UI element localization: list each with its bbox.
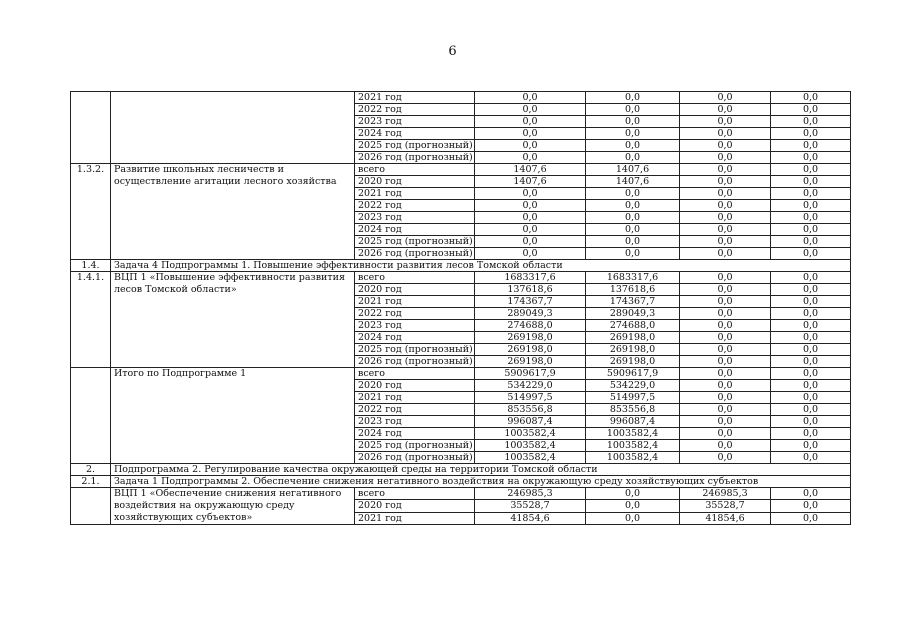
section-number: 2.1.: [71, 476, 111, 488]
value-cell: 269198,0: [475, 356, 586, 368]
value-cell: 0,0: [680, 212, 771, 224]
table-row: [71, 92, 851, 104]
value-cell: 0,0: [586, 104, 680, 116]
section-title: Подпрограмма 2. Регулирование качества окружающей среды на территории Томской области: [111, 464, 851, 476]
value-cell: 0,0: [771, 212, 851, 224]
value-cell: 0,0: [680, 452, 771, 464]
period-label: 2023 год: [355, 416, 475, 428]
value-cell: 0,0: [771, 224, 851, 236]
value-cell: 0,0: [680, 428, 771, 440]
period-label: 2022 год: [355, 104, 475, 116]
section-row: [71, 476, 851, 488]
value-cell: 0,0: [680, 104, 771, 116]
value-cell: 0,0: [680, 284, 771, 296]
value-cell: 289049,3: [475, 308, 586, 320]
value-cell: 0,0: [680, 308, 771, 320]
period-label: 2021 год: [355, 188, 475, 200]
value-cell: 1003582,4: [586, 428, 680, 440]
period-label: 2026 год (прогнозный): [355, 248, 475, 260]
period-label: 2026 год (прогнозный): [355, 152, 475, 164]
value-cell: 0,0: [771, 500, 851, 512]
period-label: 2025 год (прогнозный): [355, 344, 475, 356]
value-cell: 0,0: [586, 248, 680, 260]
value-cell: 0,0: [680, 332, 771, 344]
period-label: 2023 год: [355, 212, 475, 224]
value-cell: 534229,0: [586, 380, 680, 392]
value-cell: 0,0: [475, 104, 586, 116]
value-cell: 41854,6: [680, 512, 771, 524]
value-cell: 996087,4: [586, 416, 680, 428]
period-label: всего: [355, 272, 475, 284]
value-cell: 0,0: [475, 248, 586, 260]
period-label: 2025 год (прогнозный): [355, 236, 475, 248]
section-title: Задача 1 Подпрограммы 2. Обеспечение снижения негативного воздействия на окружающую среду хозяйствующих субъектов: [111, 476, 851, 488]
value-cell: 0,0: [586, 140, 680, 152]
value-cell: 0,0: [586, 512, 680, 524]
value-cell: 0,0: [771, 248, 851, 260]
value-cell: 853556,8: [586, 404, 680, 416]
item-title: [111, 92, 355, 164]
value-cell: 0,0: [680, 272, 771, 284]
value-cell: 0,0: [771, 428, 851, 440]
value-cell: 0,0: [586, 236, 680, 248]
value-cell: 0,0: [586, 188, 680, 200]
value-cell: 0,0: [680, 92, 771, 104]
value-cell: 274688,0: [586, 320, 680, 332]
value-cell: 0,0: [680, 356, 771, 368]
value-cell: 0,0: [475, 188, 586, 200]
value-cell: 0,0: [771, 488, 851, 500]
value-cell: 0,0: [680, 344, 771, 356]
value-cell: 0,0: [586, 116, 680, 128]
value-cell: 246985,3: [475, 488, 586, 500]
value-cell: 289049,3: [586, 308, 680, 320]
value-cell: 0,0: [586, 128, 680, 140]
value-cell: 0,0: [771, 116, 851, 128]
item-title: Итого по Подпрограмме 1: [111, 368, 355, 464]
value-cell: 1407,6: [475, 164, 586, 176]
value-cell: 0,0: [771, 140, 851, 152]
period-label: 2020 год: [355, 284, 475, 296]
value-cell: 174367,7: [586, 296, 680, 308]
section-row: [71, 260, 851, 272]
period-label: 2021 год: [355, 392, 475, 404]
value-cell: 5909617,9: [586, 368, 680, 380]
value-cell: 0,0: [586, 152, 680, 164]
value-cell: 0,0: [771, 320, 851, 332]
value-cell: 35528,7: [475, 500, 586, 512]
value-cell: 0,0: [680, 392, 771, 404]
value-cell: 137618,6: [475, 284, 586, 296]
value-cell: 269198,0: [475, 332, 586, 344]
period-label: 2022 год: [355, 308, 475, 320]
period-label: всего: [355, 368, 475, 380]
period-label: 2020 год: [355, 500, 475, 512]
value-cell: 269198,0: [586, 332, 680, 344]
item-number: 1.3.2.: [71, 164, 111, 260]
period-label: 2025 год (прогнозный): [355, 140, 475, 152]
value-cell: 1683317,6: [475, 272, 586, 284]
value-cell: 1683317,6: [586, 272, 680, 284]
section-row: [71, 464, 851, 476]
value-cell: 0,0: [771, 284, 851, 296]
value-cell: 0,0: [680, 140, 771, 152]
value-cell: 0,0: [771, 176, 851, 188]
value-cell: 0,0: [771, 452, 851, 464]
value-cell: 269198,0: [586, 344, 680, 356]
value-cell: 0,0: [586, 92, 680, 104]
item-number: [71, 92, 111, 164]
value-cell: 0,0: [475, 92, 586, 104]
period-label: 2024 год: [355, 224, 475, 236]
value-cell: 1003582,4: [475, 428, 586, 440]
value-cell: 0,0: [771, 356, 851, 368]
value-cell: 1407,6: [475, 176, 586, 188]
value-cell: 269198,0: [586, 356, 680, 368]
value-cell: 0,0: [475, 212, 586, 224]
value-cell: 41854,6: [475, 512, 586, 524]
value-cell: 0,0: [771, 368, 851, 380]
value-cell: 1003582,4: [475, 440, 586, 452]
budget-table: [70, 91, 851, 525]
value-cell: 0,0: [680, 320, 771, 332]
value-cell: 35528,7: [680, 500, 771, 512]
value-cell: 0,0: [771, 104, 851, 116]
value-cell: 853556,8: [475, 404, 586, 416]
period-label: 2022 год: [355, 200, 475, 212]
value-cell: 0,0: [586, 224, 680, 236]
value-cell: 0,0: [680, 152, 771, 164]
value-cell: 1407,6: [586, 164, 680, 176]
value-cell: 5909617,9: [475, 368, 586, 380]
table-row: [71, 272, 851, 284]
value-cell: 1003582,4: [586, 452, 680, 464]
period-label: 2023 год: [355, 320, 475, 332]
value-cell: 1407,6: [586, 176, 680, 188]
item-title: ВЦП 1 «Обеспечение снижения негативного воздействия на окружающую среду хозяйствующих субъектов»: [111, 488, 355, 525]
value-cell: 0,0: [475, 236, 586, 248]
value-cell: 1003582,4: [586, 440, 680, 452]
value-cell: 996087,4: [475, 416, 586, 428]
value-cell: 0,0: [475, 128, 586, 140]
value-cell: 514997,5: [586, 392, 680, 404]
item-number: [71, 488, 111, 525]
period-label: 2022 год: [355, 404, 475, 416]
value-cell: 0,0: [680, 404, 771, 416]
period-label: 2021 год: [355, 512, 475, 524]
value-cell: 0,0: [771, 308, 851, 320]
value-cell: 137618,6: [586, 284, 680, 296]
value-cell: 0,0: [771, 296, 851, 308]
value-cell: 0,0: [680, 116, 771, 128]
value-cell: 534229,0: [475, 380, 586, 392]
value-cell: 0,0: [475, 152, 586, 164]
period-label: 2026 год (прогнозный): [355, 356, 475, 368]
section-title: Задача 4 Подпрограммы 1. Повышение эффективности развития лесов Томской области: [111, 260, 851, 272]
value-cell: 0,0: [771, 380, 851, 392]
value-cell: 0,0: [771, 272, 851, 284]
value-cell: 0,0: [771, 188, 851, 200]
value-cell: 0,0: [771, 164, 851, 176]
item-number: 1.4.1.: [71, 272, 111, 368]
period-label: 2024 год: [355, 332, 475, 344]
value-cell: 0,0: [771, 404, 851, 416]
value-cell: 0,0: [680, 164, 771, 176]
value-cell: 0,0: [680, 416, 771, 428]
period-label: 2020 год: [355, 380, 475, 392]
value-cell: 0,0: [680, 380, 771, 392]
value-cell: 0,0: [771, 392, 851, 404]
value-cell: 1003582,4: [475, 452, 586, 464]
page-number: 6: [448, 44, 457, 59]
value-cell: 0,0: [586, 212, 680, 224]
value-cell: 0,0: [680, 188, 771, 200]
period-label: 2021 год: [355, 92, 475, 104]
value-cell: 0,0: [771, 92, 851, 104]
period-label: всего: [355, 488, 475, 500]
value-cell: 0,0: [680, 224, 771, 236]
period-label: 2023 год: [355, 116, 475, 128]
value-cell: 0,0: [680, 440, 771, 452]
value-cell: 0,0: [680, 200, 771, 212]
section-number: 1.4.: [71, 260, 111, 272]
value-cell: 0,0: [475, 224, 586, 236]
section-number: 2.: [71, 464, 111, 476]
value-cell: 0,0: [475, 140, 586, 152]
table-row: [71, 488, 851, 500]
period-label: 2024 год: [355, 128, 475, 140]
item-number: [71, 368, 111, 464]
value-cell: 269198,0: [475, 344, 586, 356]
value-cell: 0,0: [475, 116, 586, 128]
value-cell: 174367,7: [475, 296, 586, 308]
table-row: [71, 164, 851, 176]
value-cell: 0,0: [586, 500, 680, 512]
value-cell: 0,0: [771, 344, 851, 356]
value-cell: 0,0: [771, 512, 851, 524]
value-cell: 0,0: [771, 236, 851, 248]
table-row: [71, 368, 851, 380]
value-cell: 274688,0: [475, 320, 586, 332]
item-title: Развитие школьных лесничеств и осуществление агитации лесного хозяйства: [111, 164, 355, 260]
value-cell: 0,0: [475, 200, 586, 212]
value-cell: 0,0: [586, 488, 680, 500]
period-label: 2025 год (прогнозный): [355, 440, 475, 452]
period-label: 2020 год: [355, 176, 475, 188]
value-cell: 0,0: [771, 200, 851, 212]
period-label: 2024 год: [355, 428, 475, 440]
value-cell: 0,0: [680, 248, 771, 260]
value-cell: 514997,5: [475, 392, 586, 404]
period-label: 2021 год: [355, 296, 475, 308]
period-label: всего: [355, 164, 475, 176]
value-cell: 0,0: [771, 332, 851, 344]
value-cell: 0,0: [680, 296, 771, 308]
value-cell: 0,0: [771, 440, 851, 452]
value-cell: 246985,3: [680, 488, 771, 500]
table-body: [71, 92, 851, 525]
value-cell: 0,0: [771, 152, 851, 164]
value-cell: 0,0: [680, 368, 771, 380]
value-cell: 0,0: [680, 128, 771, 140]
value-cell: 0,0: [586, 200, 680, 212]
value-cell: 0,0: [771, 416, 851, 428]
value-cell: 0,0: [771, 128, 851, 140]
value-cell: 0,0: [680, 236, 771, 248]
item-title: ВЦП 1 «Повышение эффективности развития лесов Томской области»: [111, 272, 355, 368]
period-label: 2026 год (прогнозный): [355, 452, 475, 464]
value-cell: 0,0: [680, 176, 771, 188]
